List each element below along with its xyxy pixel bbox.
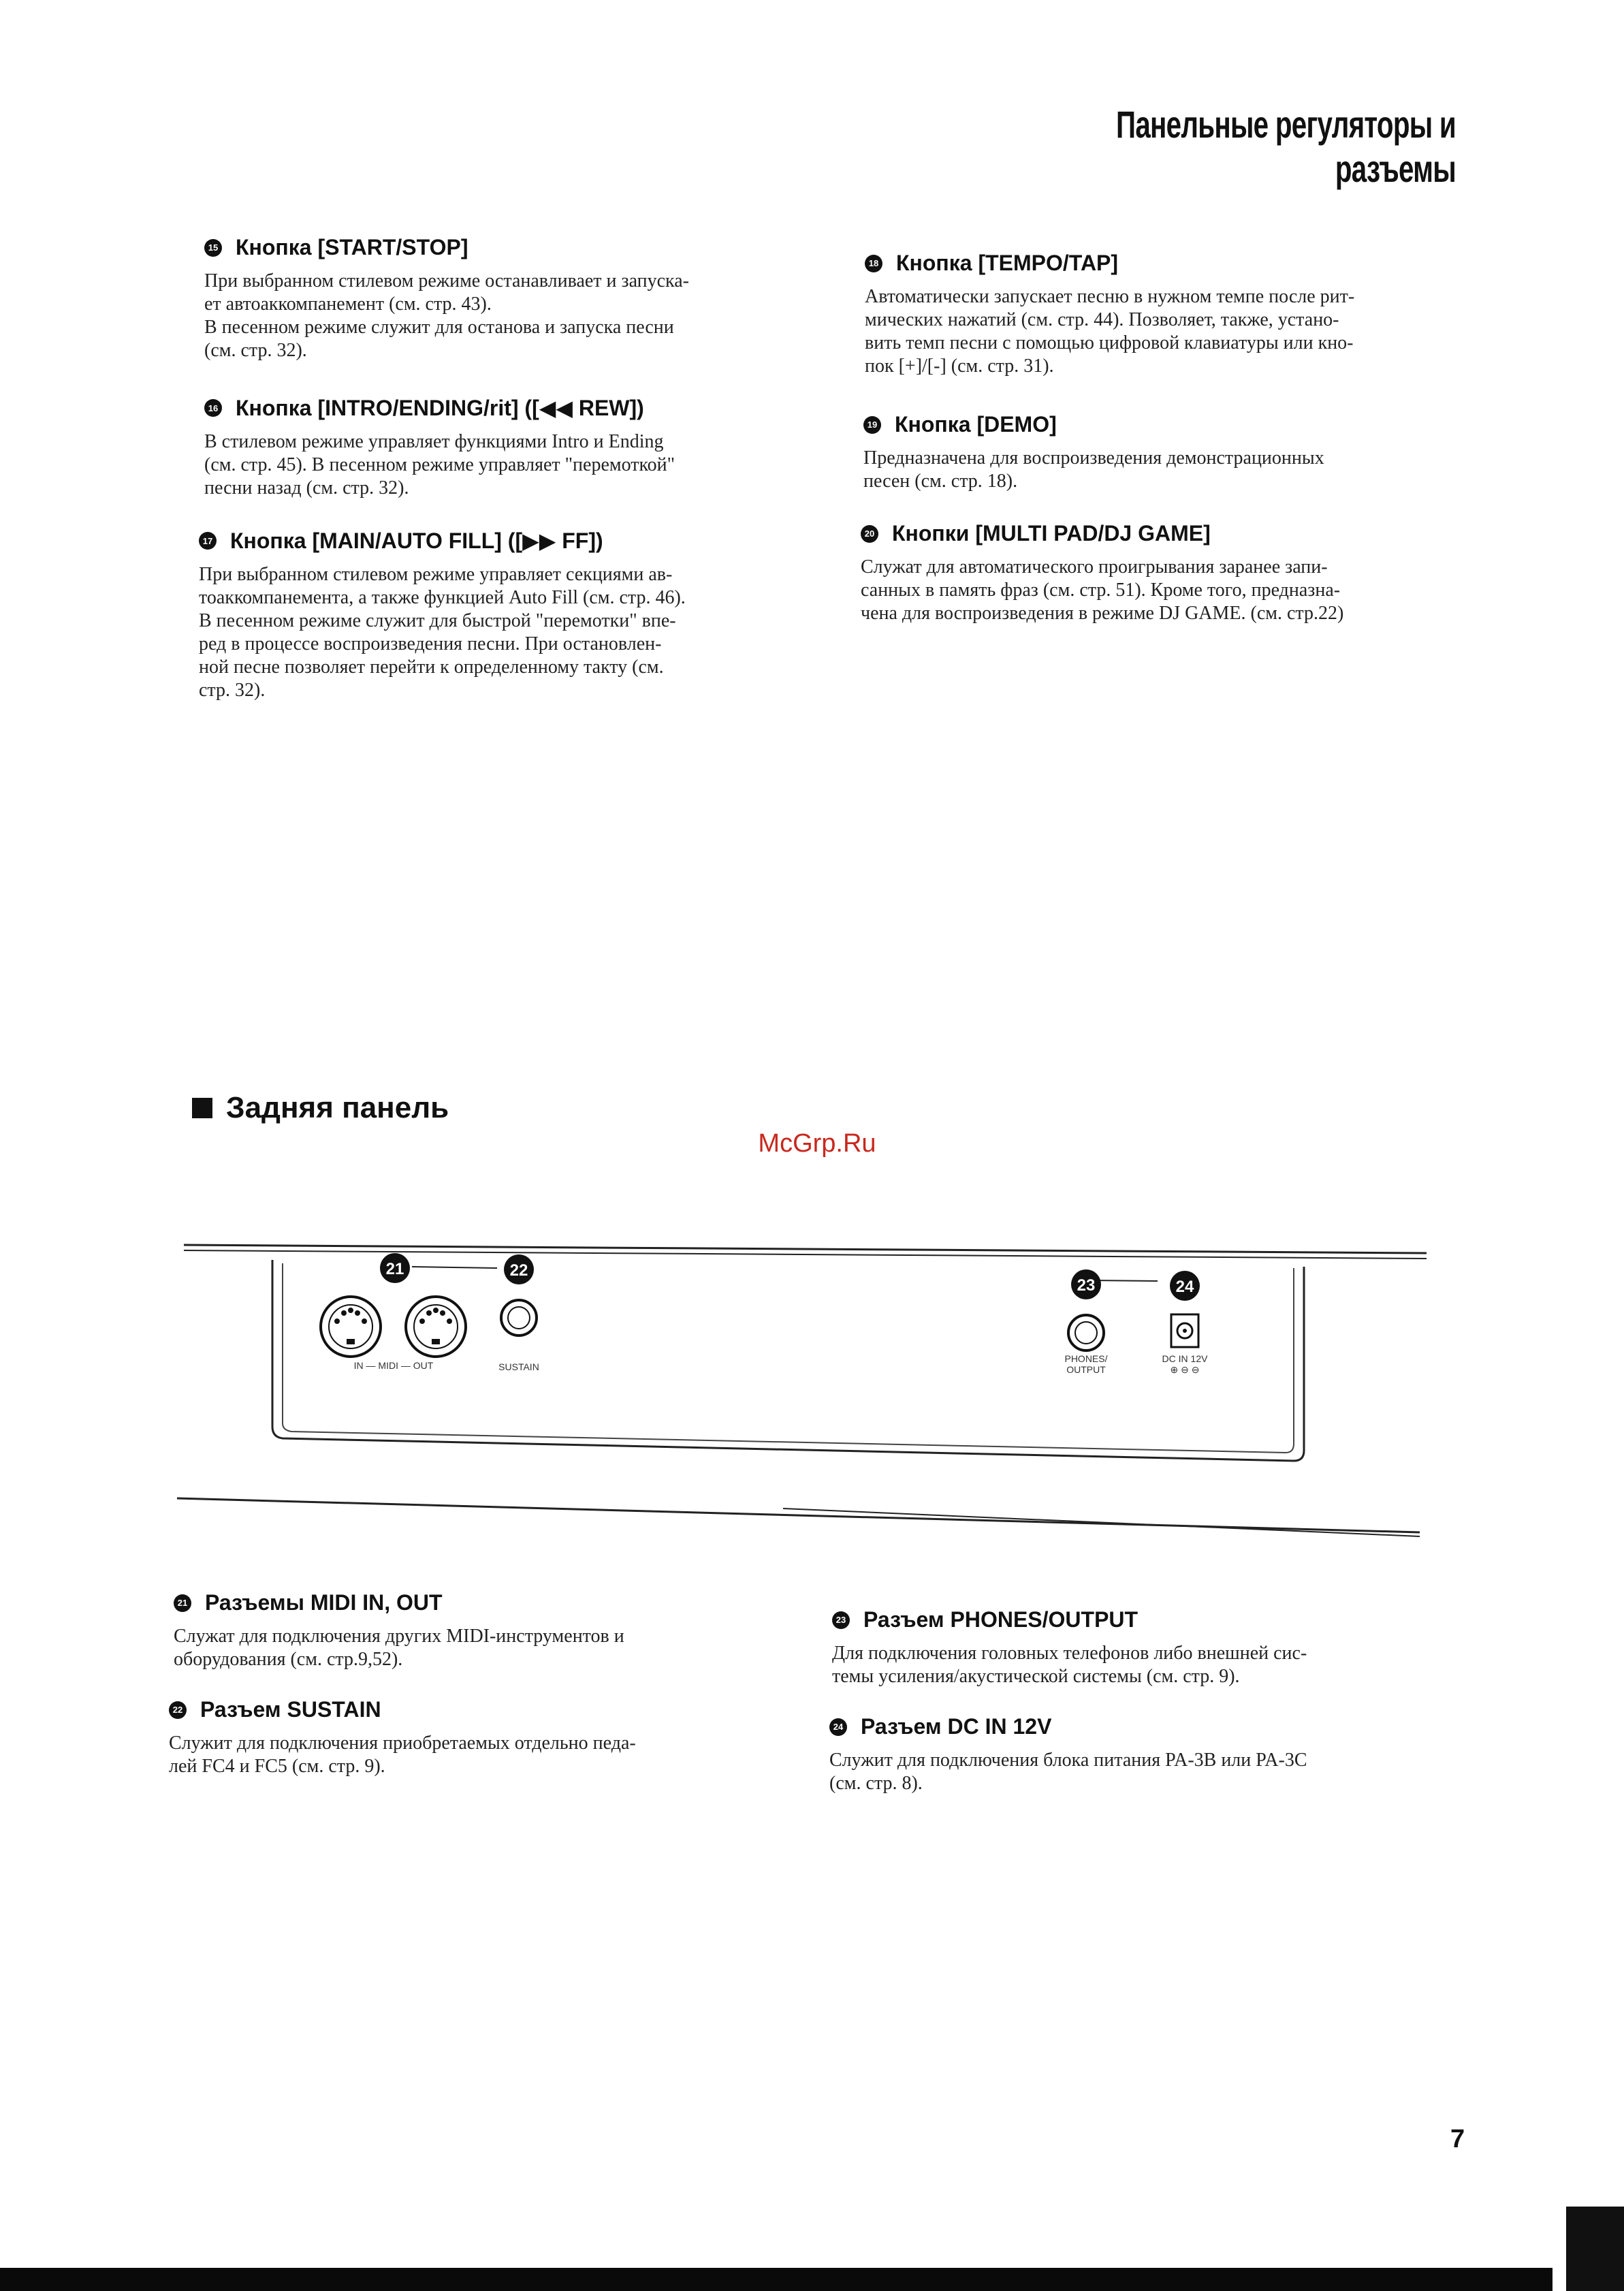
section-title: Разъем DC IN 12V bbox=[861, 1714, 1052, 1739]
section-number-badge: 18 bbox=[865, 255, 882, 272]
callout-badge bbox=[1170, 1271, 1200, 1301]
scan-edge-shadow bbox=[0, 2268, 1553, 2291]
square-bullet-icon bbox=[192, 1098, 212, 1118]
section-heading bbox=[861, 521, 1449, 546]
dc-label-line1: DC IN 12V bbox=[1162, 1353, 1208, 1364]
section-heading bbox=[199, 528, 791, 554]
section-title: Кнопка [INTRO/ENDING/rit] ([◀◀ REW]) bbox=[236, 396, 644, 420]
section-title: Кнопка [DEMO] bbox=[895, 412, 1057, 437]
section-number-badge: 19 bbox=[863, 416, 881, 434]
section-number-badge: 23 bbox=[832, 1611, 850, 1629]
section-text: Служат для подключения других MIDI-инструментов и оборудования (см. стр.9,52). bbox=[174, 1626, 624, 1670]
section-heading bbox=[865, 251, 1449, 276]
section-intro-ending bbox=[204, 395, 791, 500]
section-number-badge: 20 bbox=[861, 525, 878, 543]
section-demo bbox=[863, 412, 1449, 493]
section-text: При выбранном стилевом режиме останавливает и запуска- ет автоаккомпанемент (см. стр. 43). В песенном режиме служит для останова и запуска песни (см. стр. 32). bbox=[204, 270, 689, 361]
page-number: 7 bbox=[1450, 2125, 1465, 2153]
section-phones-output bbox=[832, 1607, 1418, 1688]
section-number-badge: 21 bbox=[174, 1594, 191, 1612]
section-heading bbox=[829, 1714, 1418, 1739]
section-number-badge: 24 bbox=[829, 1718, 847, 1736]
section-text: Предназначена для воспроизведения демонстрационных песен (см. стр. 18). bbox=[863, 447, 1324, 492]
section-heading bbox=[832, 1607, 1418, 1632]
svg-text:21: 21 bbox=[385, 1260, 404, 1278]
section-title: Кнопка [MAIN/AUTO FILL] ([▶▶ FF]) bbox=[230, 528, 603, 553]
phones-label-line1: PHONES/ bbox=[1064, 1353, 1108, 1364]
section-main-auto-fill bbox=[199, 528, 791, 702]
callout-badge bbox=[380, 1253, 410, 1283]
dc-in-jack bbox=[1171, 1314, 1198, 1347]
svg-text:22: 22 bbox=[509, 1261, 528, 1280]
section-text: Для подключения головных телефонов либо внешней сис- темы усиления/акустической системы (см. стр. 9). bbox=[832, 1643, 1307, 1687]
page-header-title: Панельные регуляторы и разъемы bbox=[1116, 103, 1456, 190]
section-title: Кнопка [START/STOP] bbox=[236, 235, 468, 259]
section-title: Разъем SUSTAIN bbox=[200, 1697, 381, 1722]
phones-output-jack bbox=[1068, 1315, 1104, 1350]
panel-recess-inner bbox=[283, 1263, 1294, 1453]
phones-label-line2: OUTPUT bbox=[1066, 1364, 1106, 1375]
section-start-stop bbox=[204, 235, 791, 362]
section-heading bbox=[169, 1697, 759, 1722]
section-multi-pad bbox=[861, 521, 1449, 625]
dc-label-line2: ⊕ ⊖ ⊖ bbox=[1170, 1364, 1200, 1375]
midi-out-jack bbox=[406, 1297, 466, 1357]
section-heading bbox=[174, 1590, 759, 1615]
section-title: Кнопки [MULTI PAD/DJ GAME] bbox=[892, 521, 1211, 546]
sustain-label: SUSTAIN bbox=[498, 1361, 539, 1372]
section-title: Кнопка [TEMPO/TAP] bbox=[896, 251, 1119, 275]
section-heading bbox=[863, 412, 1449, 437]
section-number-badge: 17 bbox=[199, 532, 217, 550]
section-number-badge: 15 bbox=[204, 239, 222, 257]
scan-corner-shadow bbox=[1566, 2207, 1624, 2291]
rear-panel-title: Задняя панель bbox=[192, 1091, 449, 1125]
callout-badge bbox=[1071, 1269, 1101, 1299]
section-tempo-tap bbox=[865, 251, 1449, 378]
midi-label: IN — MIDI — OUT bbox=[353, 1360, 434, 1371]
watermark: McGrp.Ru bbox=[758, 1129, 876, 1158]
section-heading bbox=[204, 235, 791, 260]
rear-panel-diagram bbox=[170, 1226, 1444, 1553]
section-midi-in-out bbox=[174, 1590, 759, 1671]
panel-bottom-edge bbox=[177, 1498, 1420, 1536]
section-number-badge: 22 bbox=[169, 1701, 187, 1719]
section-heading bbox=[204, 395, 791, 421]
panel-top-edge bbox=[184, 1245, 1427, 1259]
section-title: Разъемы MIDI IN, OUT bbox=[205, 1590, 443, 1615]
svg-text:23: 23 bbox=[1077, 1276, 1096, 1295]
section-text: Служит для подключения приобретаемых отдельно педа- лей FC4 и FC5 (см. стр. 9). bbox=[169, 1733, 636, 1777]
midi-in-jack bbox=[321, 1297, 381, 1357]
callout-badge bbox=[504, 1254, 534, 1284]
sustain-jack bbox=[501, 1300, 537, 1336]
section-text: При выбранном стилевом режиме управляет секциями ав- тоаккомпанемента, а также функцией Auto Fill (см. стр. 46). В песенном режиме служит для быстрой "перемотки" впе- ред в процессе воспроизведения песни. При остановлен- ной песне позволяет перейти к определенному такту (см. стр. 32). bbox=[199, 564, 686, 701]
section-title: Разъем PHONES/OUTPUT bbox=[863, 1607, 1139, 1632]
section-text: Служат для автоматического проигрывания заранее запи- санных в память фраз (см. стр. 51). Кроме того, предназна- чена для воспроизведения в режиме DJ GAME. (см. стр.22) bbox=[861, 556, 1344, 624]
svg-text:24: 24 bbox=[1175, 1278, 1194, 1296]
section-number-badge: 16 bbox=[204, 399, 222, 417]
section-dc-in bbox=[829, 1714, 1418, 1795]
section-text: Служит для подключения блока питания PA-3B или PA-3C (см. стр. 8). bbox=[829, 1750, 1307, 1794]
section-text: Автоматически запускает песню в нужном темпе после рит- мических нажатий (см. стр. 44). Позволяет, также, устано- вить темп песни с помощью цифровой клавиатуры или кно- пок [+]/[-] (см. стр. 31). bbox=[865, 286, 1355, 377]
section-text: В стилевом режиме управляет функциями Intro и Ending (см. стр. 45). В песенном режиме управляет "перемоткой" песни назад (см. стр. 32). bbox=[204, 431, 675, 499]
section-sustain bbox=[169, 1697, 759, 1778]
